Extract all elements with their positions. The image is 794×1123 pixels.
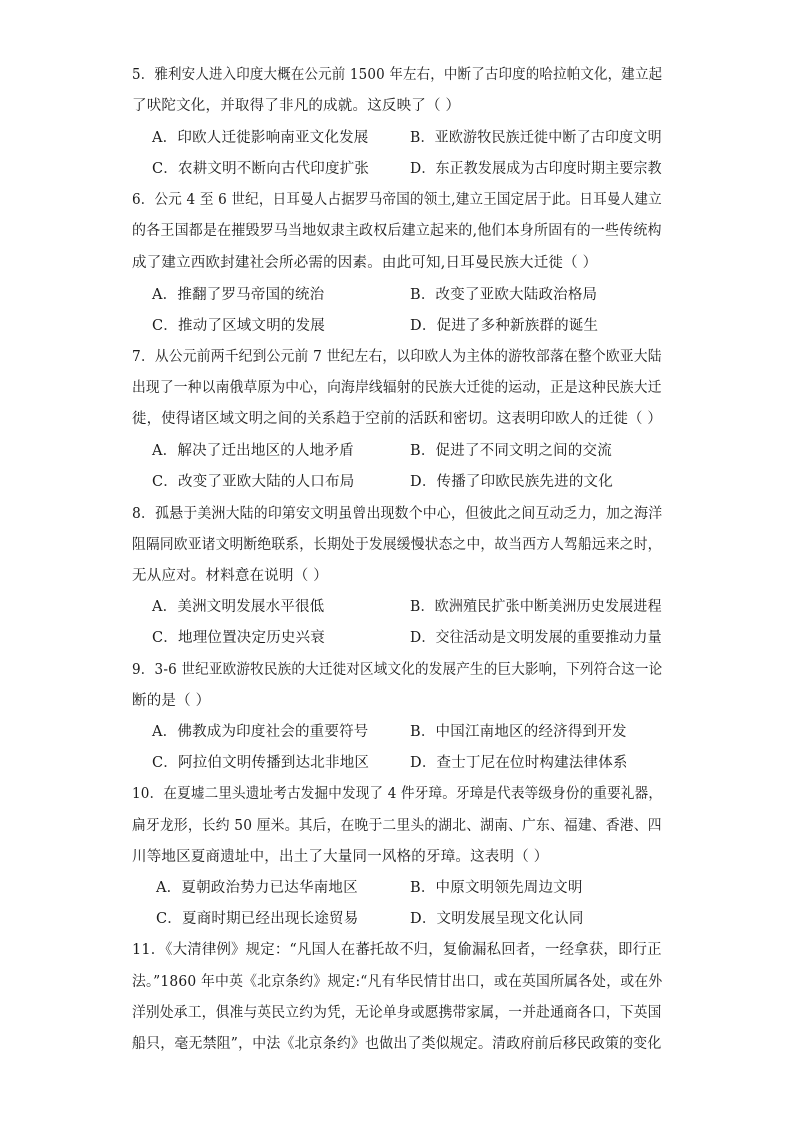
question-text-line: 9．3-6 世纪亚欧游牧民族的大迁徙对区域文化的发展产生的巨大影响，下列符合这一论 bbox=[132, 662, 663, 678]
option-a: A．夏朝政治势力已达华南地区 bbox=[156, 880, 358, 896]
option-b: B．欧洲殖民扩张中断美洲历史发展进程 bbox=[410, 599, 662, 615]
question-text-line: 10．在夏墟二里头遗址考古发掘中发现了 4 件牙璋。牙璋是代表等级身份的重要礼器， bbox=[132, 786, 663, 802]
option-b: B．中原文明领先周边文明 bbox=[410, 880, 583, 896]
question-text-line: 川等地区夏商遗址中，出土了大量同一风格的牙璋。这表明（ ） bbox=[132, 849, 549, 865]
question-text-line: 5．雅利安人进入印度大概在公元前 1500 年左右，中断了古印度的哈拉帕文化，建立起 bbox=[132, 67, 663, 83]
question-text-line: 8．孤悬于美洲大陆的印第安文明虽曾出现数个中心，但彼此之间互动乏力，加之海洋 bbox=[132, 506, 663, 522]
option-c: C．推动了区域文明的发展 bbox=[152, 318, 325, 334]
question-text-line: 6．公元 4 至 6 世纪，日耳曼人占据罗马帝国的领土,建立王国定居于此。日耳曼人建立 bbox=[132, 192, 662, 208]
question-text-line: 阻隔同欧亚诸文明断绝联系，长期处于发展缓慢状态之中，故当西方人驾船远来之时， bbox=[132, 537, 662, 553]
question-text-line: 法。”1860 年中英《北京条约》规定:“凡有华民情甘出口，或在英国所属各处，或在外 bbox=[132, 974, 663, 990]
option-c: C．改变了亚欧大陆的人口布局 bbox=[152, 474, 355, 490]
option-d: D．查士丁尼在位时构建法律体系 bbox=[410, 755, 628, 771]
option-a: A．印欧人迁徙影响南亚文化发展 bbox=[152, 130, 369, 146]
question-text-line: 徙，使得诸区域文明之间的关系趋于空前的活跃和密切。这表明印欧人的迁徙（ ） bbox=[132, 411, 663, 427]
option-b: B．促进了不同文明之间的交流 bbox=[410, 443, 612, 459]
option-d: D．传播了印欧民族先进的文化 bbox=[410, 474, 613, 490]
option-c: C．夏商时期已经出现长途贸易 bbox=[156, 911, 359, 927]
option-a: A．佛教成为印度社会的重要符号 bbox=[152, 724, 369, 740]
option-d: D．文明发展呈现文化认同 bbox=[410, 911, 584, 927]
option-b: B．中国江南地区的经济得到开发 bbox=[410, 724, 627, 740]
question-text-line: 出现了一种以南俄草原为中心，向海岸线辐射的民族大迁徙的运动，正是这种民族大迁 bbox=[132, 380, 662, 396]
option-b: B．改变了亚欧大陆政治格局 bbox=[410, 287, 598, 303]
question-text-line: 了吠陀文化，并取得了非凡的成就。这反映了（ ） bbox=[132, 98, 461, 114]
question-text-line: 洋别处承工，俱准与英民立约为凭，无论单身或愿携带家属，一并赴通商各口，下英国 bbox=[132, 1005, 662, 1021]
question-text-line: 成了建立西欧封建社会所必需的因素。由此可知,日耳曼民族大迁徙（ ） bbox=[132, 255, 598, 271]
question-text-line: 船只，毫无禁阻”，中法《北京条约》也做出了类似规定。清政府前后移民政策的变化 bbox=[132, 1036, 662, 1052]
option-c: C．阿拉伯文明传播到达北非地区 bbox=[152, 755, 370, 771]
option-d: D．东正教发展成为古印度时期主要宗教 bbox=[410, 161, 662, 177]
option-c: C．农耕文明不断向古代印度扩张 bbox=[152, 161, 370, 177]
option-c: C．地理位置决定历史兴衰 bbox=[152, 630, 325, 646]
question-text-line: 断的是（ ） bbox=[132, 693, 211, 709]
option-a: A．美洲文明发展水平很低 bbox=[152, 599, 325, 615]
question-text-line: 11．《大清律例》规定：“凡国人在蕃托故不归，复偷漏私回者，一经拿获，即行正 bbox=[132, 942, 662, 958]
question-text-line: 无从应对。材料意在说明（ ） bbox=[132, 568, 328, 584]
option-d: D．交往活动是文明发展的重要推动力量 bbox=[410, 630, 662, 646]
question-text-line: 7．从公元前两千纪到公元前 7 世纪左右，以印欧人为主体的游牧部落在整个欧亚大陆 bbox=[132, 349, 662, 365]
question-text-line: 扁牙龙形，长约 50 厘米。其后，在晚于二里头的湖北、湖南、广东、福建、香港、四 bbox=[132, 818, 662, 834]
question-text-line: 的各王国都是在摧毁罗马当地奴隶主政权后建立起来的,他们本身所固有的一些传统构 bbox=[132, 223, 662, 239]
option-a: A．推翻了罗马帝国的统治 bbox=[152, 287, 325, 303]
option-a: A．解决了迁出地区的人地矛盾 bbox=[152, 443, 354, 459]
option-b: B．亚欧游牧民族迁徙中断了古印度文明 bbox=[410, 130, 662, 146]
option-d: D．促进了多种新族群的诞生 bbox=[410, 318, 599, 334]
